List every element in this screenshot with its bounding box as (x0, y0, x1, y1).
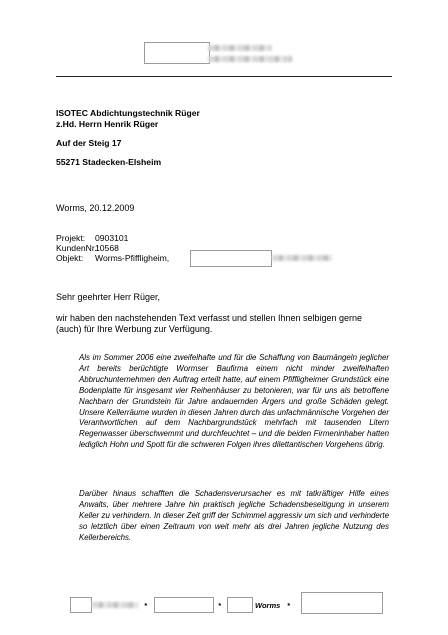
footer-box-4 (301, 592, 383, 614)
letterhead-redacted-line-2 (208, 56, 292, 62)
recipient-city: 55271 Stadecken-Elsheim (56, 157, 162, 167)
footer-separator-2: * (218, 601, 221, 610)
footer-place: Worms (255, 601, 281, 610)
meta-project-label: Projekt: (56, 233, 86, 243)
meta-object (56, 253, 169, 264)
recipient-attention: z.Hd. Herrn Henrik Rüger (56, 119, 159, 129)
footer-box-3 (227, 597, 253, 613)
footer-box-2 (154, 597, 214, 613)
meta-customer-value: 10568 (95, 243, 119, 253)
intro-line-1: wir haben den nachstehenden Text verfasst und stellen Ihnen selbigen gerne (56, 313, 363, 323)
meta-project-value: 0903101 (95, 233, 129, 243)
footer-box-1 (70, 597, 92, 613)
recipient-company: ISOTEC Abdichtungstechnik Rüger (56, 108, 200, 118)
letterhead-redacted-line-1 (208, 45, 272, 51)
letterhead-logo-box (144, 42, 210, 64)
meta-customer-label: KundenNr.: (56, 243, 99, 253)
object-redaction-box (190, 250, 272, 267)
letter-date: Worms, 20.12.2009 (56, 203, 135, 213)
testimonial-paragraph-1: Als im Sommer 2006 eine zweifelhafte und für die Schaffung von Baumängeln jeglicher Art bereits berüchtigte Wormser Baufirma einem nicht minder zweifelhaften Abbruchunternehmen den Auftrag erteilt hatte, auf einem Pfiffligheimer Grundstück eine Bodenplatte für insgesamt vier Reihenhäuser zu betonieren, war für uns als betroffene Nachbarn der Grundstein für Jahre andauernden Ärgers und große Schäden gelegt. Unsere Kellerräume wurden in diesen Jahren durch das unfachmännische Vorgehen der Verantwortlichen auf dem Nachbargrundstück mehrfach mit tausenden Litern Regenwasser überschwemmt und durchfeuchtet – und die beiden Firmeninhaber hatten lediglich Hohn und Spott für die schweren Folgen ihres dilettantischen Vorgehens übrig. (79, 353, 389, 450)
footer-separator-1: * (144, 601, 147, 610)
salutation: Sehr geehrter Herr Rüger, (56, 292, 161, 302)
testimonial-paragraph-2: Darüber hinaus schafften die Schadensverursacher es mit tatkräftiger Hilfe eines Anwalts, über mehrere Jahre hin praktisch jegliche Schadensbeseitigung in unserem Keller zu verhindern. In dieser Zeit griff der Schimmel aggressiv um sich und verhinderte so letztlich über einen Zeitraum von weit mehr als drei Jahren jegliche Nutzung des Kellerbereichs. (79, 489, 389, 542)
footer-separator-3: * (287, 601, 290, 610)
object-redacted-text (272, 255, 332, 261)
letterhead-divider (56, 76, 392, 77)
footer-redacted-1 (92, 602, 138, 608)
meta-object-value: Worms-Pfiffligheim, (95, 253, 170, 263)
recipient-street: Auf der Steig 17 (56, 138, 122, 148)
intro-line-2: (auch) für Ihre Werbung zur Verfügung. (56, 324, 213, 334)
meta-object-label: Objekt: (56, 253, 84, 263)
